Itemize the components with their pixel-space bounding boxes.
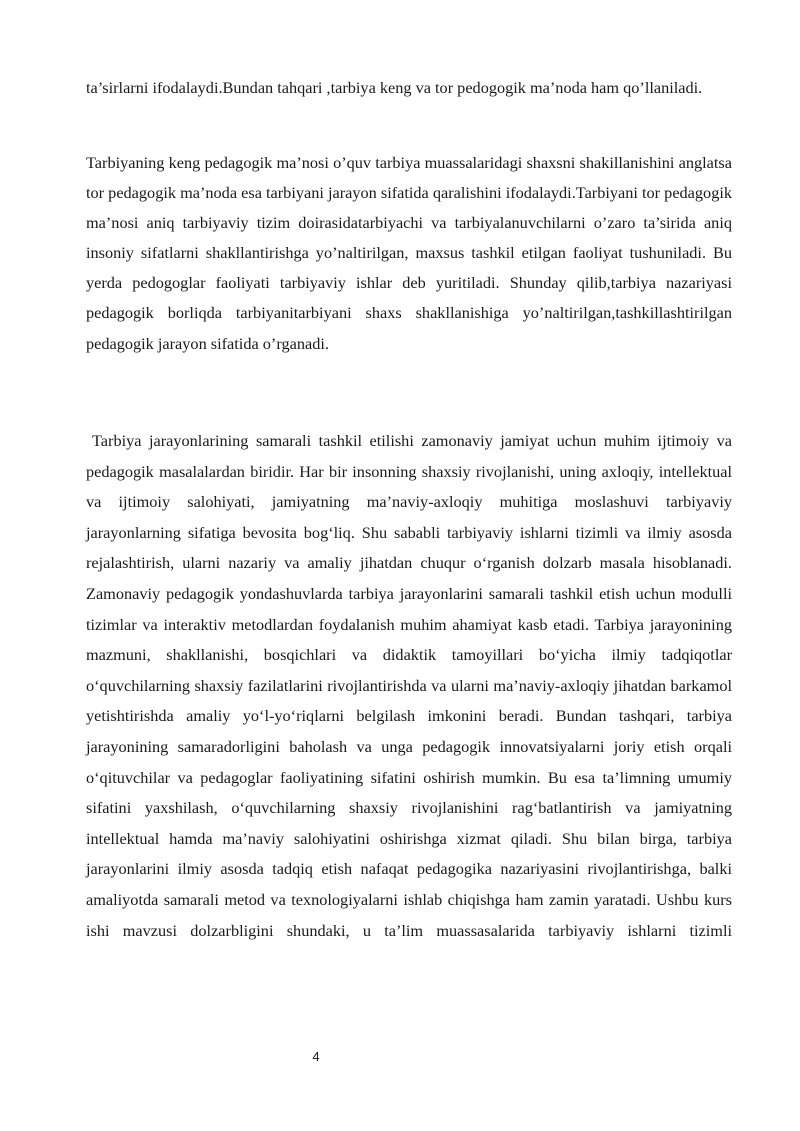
paragraph-1 <box>86 73 732 104</box>
paragraph-1-text: ta’sirlarni ifodalaydi.Bundan tahqari ,tarbiya keng va tor pedogogik ma’noda ham qo’llaniladi. <box>86 78 703 97</box>
paragraph-3-text: Tarbiya jarayonlarining samarali tashkil etilishi zamonaviy jamiyat uchun muhim ijtimoiy va pedagogik masalalardan biridir. Har bir insonning shaxsiy rivojlanishi, uning axloqiy, intellektual va ijtimoiy salohiyati, jamiyatning ma’naviy-axloqiy muhitiga moslashuvi tarbiyaviy jarayonlarning sifatiga bevosita bog‘liq. Shu sababli tarbiyaviy ishlarni tizimli va ilmiy asosda rejalashtirish, ularni nazariy va amaliy jihatdan chuqur o‘rganish dolzarb masala hisoblanadi. Zamonaviy pedagogik yondashuvlarda tarbiya jarayonlarini samarali tashkil etish uchun modulli tizimlar va interaktiv metodlardan foydalanish muhim ahamiyat kasb etadi. Tarbiya jarayonining mazmuni, shakllanishi, bosqichlari va didaktik tamoyillari bo‘yicha ilmiy tadqiqotlar o‘quvchilarning shaxsiy fazilatlarini rivojlantirishda va ularni ma’naviy-axloqiy jihatdan barkamol yetishtirishda amaliy yo‘l-yo‘riqlarni belgilash imkonini beradi. Bundan tashqari, tarbiya jarayonining samaradorligini baholash va unga pedagogik innovatsiyalarni joriy etish orqali o‘qituvchilar va pedagoglar faoliyatining sifatini oshirish mumkin. Bu esa ta’limning umumiy sifatini yaxshilash, o‘quvchilarning shaxsiy rivojlanishini rag‘batlantirish va jamiyatning intellektual hamda ma’naviy salohiyatini oshirishga xizmat qiladi. Shu bilan birga, tarbiya jarayonlarini ilmiy asosda tadqiq etish nafaqat pedagogika nazariyasini rivojlantirishga, balki amaliyotda samarali metod va texnologiyalarni ishlab chiqishga ham zamin yaratadi. Ushbu kurs ishi mavzusi dolzarbligini shundaki, u ta’lim muassasalarida tarbiyaviy ishlarni tizimli <box>86 431 732 940</box>
page-number: 4 <box>312 1049 320 1064</box>
paragraph-2-text: Tarbiyaning keng pedagogik ma’nosi o’quv tarbiya muassalaridagi shaxsni shakillanishini anglatsa tor pedagogik ma’noda esa tarbiyani jarayon sifatida qaralishini ifodalaydi.Tarbiyani tor pedagogik ma’nosi aniq tarbiyaviy tizim doirasidatarbiyachi va tarbiyalanuvchilarni o’zaro ta’sirida aniq insoniy sifatlarni shakllantirishga yo’naltirilgan, maxsus tashkil etilgan faoliyat tushuniladi. Bu yerda pedogoglar faoliyati tarbiyaviy ishlar deb yuritiladi. Shunday qilib,tarbiya nazariyasi pedagogik borliqda tarbiyanitarbiyani shaxs shakllanishiga yo’naltirilgan,tashkillashtirilgan pedagogik jarayon sifatida o’rganadi. <box>86 153 732 353</box>
paragraph-2 <box>86 148 732 359</box>
paragraph-3 <box>86 426 732 946</box>
